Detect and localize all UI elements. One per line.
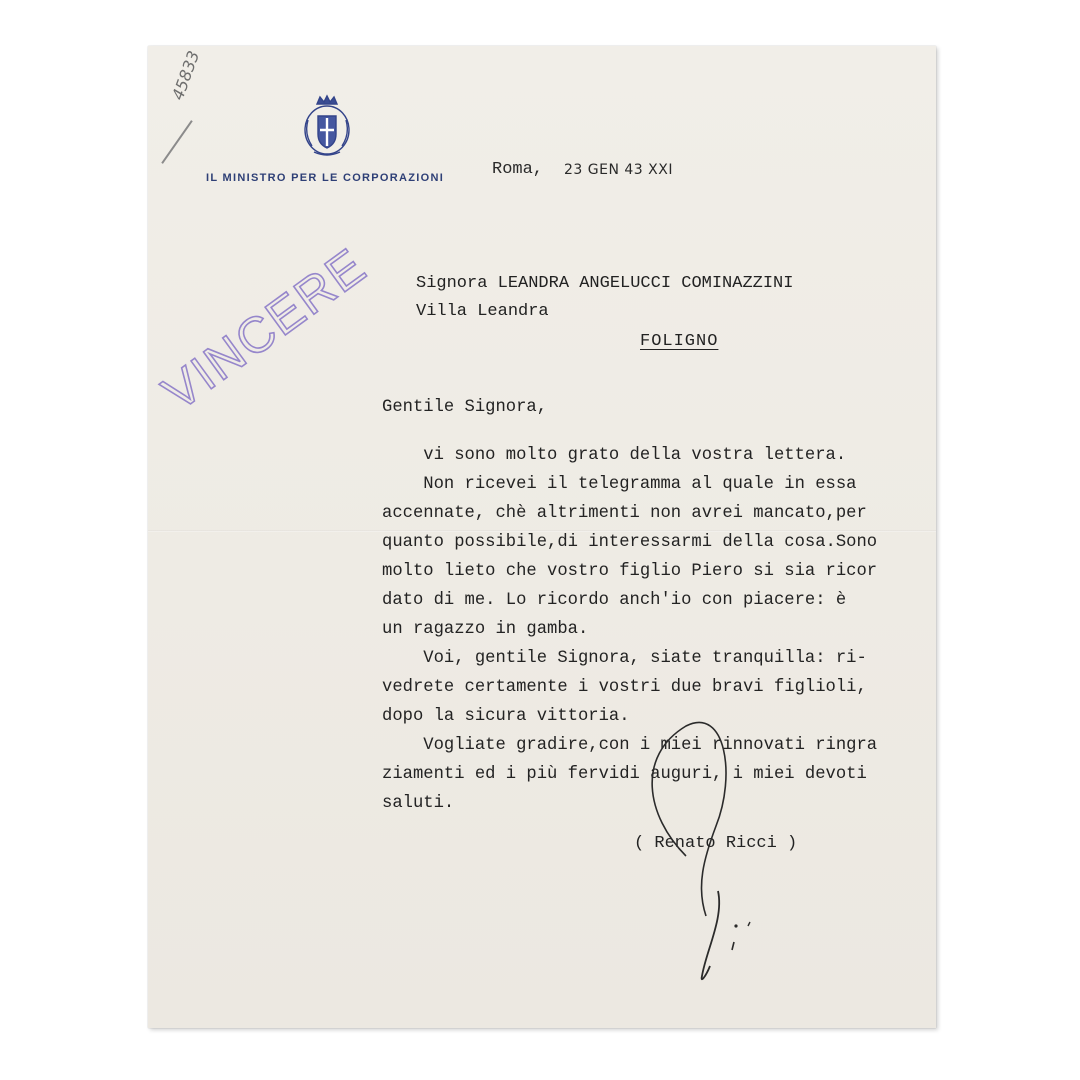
body-line: dato di me. Lo ricordo anch'io con piacere: è [382,591,847,610]
handwritten-signature [626,686,766,986]
letterhead-title: IL MINISTRO PER LE CORPORAZIONI [206,172,445,184]
archive-mark [161,120,192,164]
body-line: vi sono molto grato della vostra lettera. [382,446,847,465]
body-line: un ragazzo in gamba. [382,620,589,639]
archive-number: 45833 [168,48,204,103]
date-stamp: 23 GEN 43 XXI [564,162,673,178]
body-line: vedrete certamente i vostri due bravi figlioli, [382,678,867,697]
typed-signature: ( Renato Ricci ) [634,834,798,853]
salutation: Gentile Signora, [382,398,548,417]
body-line: saluti. [382,794,455,813]
body-line: ziamenti ed i più fervidi auguri, i miei devoti [382,765,867,784]
recipient-name: Signora LEANDRA ANGELUCCI COMINAZZINI [416,274,794,293]
letter-sheet [148,46,936,1028]
body-line: quanto possibile,di interessarmi della cosa.Sono [382,533,878,552]
body-line: accennate, chè altrimenti non avrei mancato,per [382,504,867,523]
body-line: Vogliate gradire,con i miei rinnovati ringra [382,736,878,755]
body-line: molto lieto che vostro figlio Piero si sia ricor [382,562,878,581]
recipient-city: FOLIGNO [640,332,719,351]
coat-of-arms-icon [300,94,354,160]
dateline-place: Roma, [492,160,544,179]
body-line: Voi, gentile Signora, siate tranquilla: ri- [382,649,867,668]
recipient-address: Villa Leandra [416,302,549,321]
vincere-stamp: VINCERE [152,237,377,422]
body-line: Non ricevei il telegramma al quale in essa [382,475,857,494]
body-line: dopo la sicura vittoria. [382,707,630,726]
paper-fold [148,530,936,532]
